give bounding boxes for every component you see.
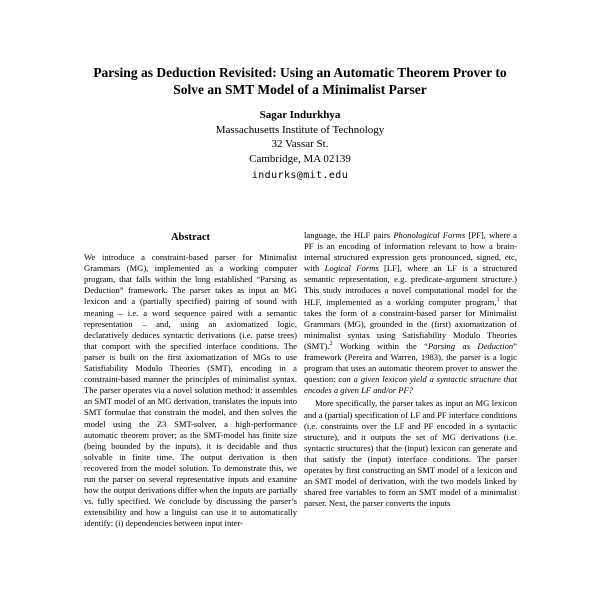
paper-title (40, 64, 560, 98)
right-column (304, 230, 517, 600)
author-name: Sagar Indurkhya (259, 109, 341, 121)
author-block (0, 108, 600, 184)
paper-title-line2: Solve an SMT Model of a Minimalist Parser (173, 82, 427, 97)
abstract-heading: Abstract (170, 232, 211, 243)
body-paragraph-2: More specifically, the parser takes as input an MG lexicon and a (partial) specification of LF and PF interface conditions (i.e. constraints over the LF and PF encoded in a syntactic structure), and it outputs the set of MG derivations (i.e. syntactic structures) that the (input) lexicon can generate and that satisfy the (input) interface conditions. The parser operates by first constructing an SMT model of a lexicon and an SMT model of derivation, with the two models linked by shared free variables to form an SMT model of a minimalist parser. Next, the parser converts the inputs (304, 398, 517, 509)
author-email: indurks@mit.edu (251, 170, 349, 181)
author-city: Cambridge, MA 02139 (249, 152, 351, 165)
left-column (84, 230, 297, 600)
body-paragraph-1: language, the HLF pairs Phonological Forms [PF], where a PF is an encoding of information relevant to how a brain-internal structured expression gets pronounced, signed, etc, with Logical Forms [LF], where an LF is a structured semantic representation, e.g. predicate-argument structure.) This study introduces a novel computational model for the HLF, implemented as a working computer program,$^1$ that takes the form of a constraint-based parser for Minimalist Grammars (MG), grounded in the (first) axiomatization of minimalist syntax using Satisfiability Modulo Theories (SMT).$^2$ Working within the “Parsing as Deduction” framework (Pereira and Warren, 1983), the parser is a logic program that uses an automatic theorem prover to answer the question: can a given lexicon yield a syntactic structure that encodes a given LF and/or PF? (304, 230, 517, 396)
paper-title-line1: Parsing as Deduction Revisited: Using an Automatic Theorem Prover to (93, 65, 507, 80)
author-address: 32 Vassar St. (271, 138, 329, 150)
abstract-text: We introduce a constraint-based parser for Minimalist Grammars (MG), implemented as a working computer program, that falls within the long established “Parsing as Deduction” framework. The parser takes as input an MG lexicon and a (partially specified) pairing of sound with meaning – i.e. a word sequence paired with a semantic representation – and, using an axiomatized logic, declaratively deduces syntactic derivations (i.e. parse trees) that comport with the specified interface conditions. The parser is built on the first axiomatization of MGs to use Satisfiability Modulo Theories (SMT), encoding in a constraint-based manner the principles of minimalist syntax. The parser operates via a novel solution method: it assembles an SMT model of an MG derivation, translates the inputs into SMT formulae that constrain the model, and then solves the model using the Z3 SMT-solver, a high-performance automatic theorem prover; as the SMT-model has finite size (being bounded by the inputs), it is decidable and thus solvable in finite time. The output derivation is then recovered from the model solution. To demonstrate this, we run the parser on several representative inputs and examine how the output derivations differ when the inputs are partially vs. fully specified. We conclude by discussing the parser’s extensibility and how a linguist can use it to automatically identify: (i) dependencies between input inter- (84, 252, 297, 529)
author-affiliation: Massachusetts Institute of Technology (215, 123, 385, 136)
